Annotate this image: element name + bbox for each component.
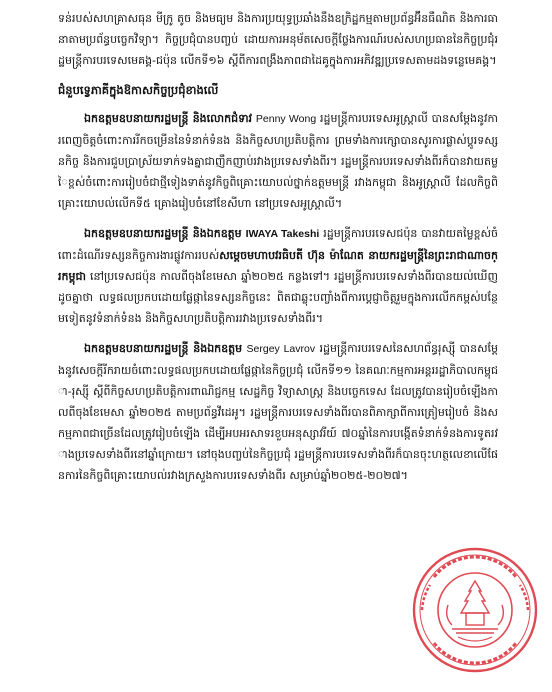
paragraph-russia-body: រដ្ឋមន្ត្រីការបរទេសនៃសហព័ន្ធរុស្ស៊ី បានសម្តែងនូវសេចក្តីរីករាយចំពោះលទ្ធផលប្រកបដោយផ្លែផ្កានៃកិច្ចប្រជុំ លើកទី១១ នៃគណៈកម្មការអន្តររដ្ឋាភិបាលកម្ពុជា-រុស្ស៊ី ស្តីពីកិច្ចសហប្រតិបត្តិការពាណិជ្ជកម្ម សេដ្ឋកិច្ច វិទ្យាសាស្ត្រ និងបច្ចេកទេស ដែលត្រូវបានរៀបចំឡើងកាលពីចុងខែមេសា ឆ្នាំ២០២៥ តាមប្រព័ន្ធវីដេអូ។ រដ្ឋមន្ត្រីការបរទេសទាំងពីរបានពិភាក្សាពីការត្រៀមរៀបចំ និងសកម្មភាពជាច្រើនដែលត្រូវរៀបចំឡើង ដើម្បីអបអរសាទរខួបអនុស្សាវរីយ៍ ៧០ឆ្នាំនៃការបង្កើតទំនាក់ទំនងការទូតរវាងប្រទេសទាំងពីរនៅឆ្នាំក្រោយ។ នៅចុងបញ្ចប់នៃកិច្ចប្រជុំ រដ្ឋមន្ត្រីការបរទេសទាំងពីរក៏បានចុះហត្ថលេខាលើផែនការនៃកិច្ចពិគ្រោះយោបល់រវាងក្រសួងការបរទេសទាំងពីរ សម្រាប់ឆ្នាំ២០២៥-២០២៧។ (58, 342, 499, 482)
official-seal-stamp (410, 545, 540, 675)
paragraph-australia (58, 108, 498, 214)
paragraph-russia-title: ឯកឧត្តមឧបនាយករដ្ឋមន្ត្រី និងឯកឧត្តម (84, 342, 243, 355)
paragraph-russia (58, 338, 498, 486)
paragraph-russia-name: Sergey Lavrov (246, 343, 316, 355)
paragraph-australia-name: Penny Wong (255, 113, 317, 125)
paragraph-japan-name: IWAYA Takeshi (245, 228, 320, 240)
section-heading: ជំនួបទ្វេភាគីក្នុងឱកាសកិច្ចប្រជុំខាងលើ (58, 83, 219, 97)
paragraph-japan-body-b: នៅប្រទេសជប៉ុន កាលពីចុងខែមេសា ឆ្នាំ២០២៥ កន្លងទៅ។ រដ្ឋមន្ត្រីការបរទេសទាំងពីរបានយល់ឃើញដូចគ្នាថា លទ្ធផលប្រកបដោយផ្លែផ្កានៃទស្សនកិច្ចនេះ ពិតជាឆ្លុះបញ្ចាំងពីការប្តេជ្ញាចិត្តរួមក្នុងការលើកកម្ពស់បន្ថែមទៀតនូវទំនាក់ទំនង និងកិច្ចសហប្រតិបត្តិការរវាងប្រទេសទាំងពីរ។ (58, 270, 498, 325)
paragraph-australia-title: ឯកឧត្តមឧបនាយករដ្ឋមន្ត្រី និងលោកជំទាវ (84, 112, 253, 125)
document-body (58, 8, 498, 495)
paragraph-australia-body: រដ្ឋមន្ត្រីការបរទេសអូស្ត្រាលី បានសម្តែងនូវការពេញចិត្តចំពោះការរីកចម្រើននៃទំនាក់ទំនង និងកិច្ចសហប្រតិបត្តិការ ព្រមទាំងការក្សោបានសូរការផ្លាស់ប្តូរទស្សនកិច្ច និងការជួបប្រាស្រ័យទាក់ទងគ្នាជាញឹកញាប់រវាងប្រទេសទាំងពីរ។ រដ្ឋមន្ត្រីការបរទេសទាំងពីរក៏បានវាយតម្លៃខ្ពស់ចំពោះការរៀបចំជាថ្មីទៀងទាត់នូវកិច្ចពិគ្រោះយោបល់ថ្នាក់ឧត្តមមន្ត្រី រវាងកម្ពុជា និងអូស្ត្រាលី ដែលកិច្ចពិគ្រោះយោបល់លើកទី៥ គ្រោងរៀបចំនៅខែសីហា នៅប្រទេសអូស្ត្រាលី។ (58, 112, 498, 210)
paragraph-japan (58, 223, 498, 329)
paragraph-japan-pm: សម្តេចមហាបវរធិបតី ហ៊ុន ម៉ាណែត នាយករដ្ឋមន្ត្រីនៃព្រះរាជាណាចក្រកម្ពុជា (58, 249, 498, 283)
paragraph-japan-title: ឯកឧត្តមឧបនាយករដ្ឋមន្ត្រី និងឯកឧត្តម (84, 227, 242, 240)
intro-paragraph: ទន់របស់សហគ្រាសធុន មីក្រូ តូច និងមធ្យម និងការប្រយុទ្ធប្រឆាំងនឹងឧក្រិដ្ឋកម្មតាមប្រព័ន្ធអ៊ីនធឺណិត និងការធានាតាមប្រព័ន្ធបច្ចេកវិទ្យា។ កិច្ចប្រជុំបានបញ្ចប់ ដោយការអនុម័តសេចក្តីថ្លែងការណ៍របស់សហប្រធាននៃកិច្ចប្រជុំរដ្ឋមន្ត្រីការបរទេសមេគង្គ-ជប៉ុន លើកទី១៦ ស្តីពីការពង្រឹងភាពជាដៃគូក្នុងការអភិវឌ្ឍប្រទេសតាមដងទន្លេមេគង្គ។ (58, 12, 498, 67)
paragraph-japan-body-a: រដ្ឋមន្ត្រីការបរទេសជប៉ុន បានវាយតម្លៃខ្ពស់ចំពោះដំណើរទស្សនកិច្ចការងារផ្លូវការរបស់ (58, 227, 499, 262)
